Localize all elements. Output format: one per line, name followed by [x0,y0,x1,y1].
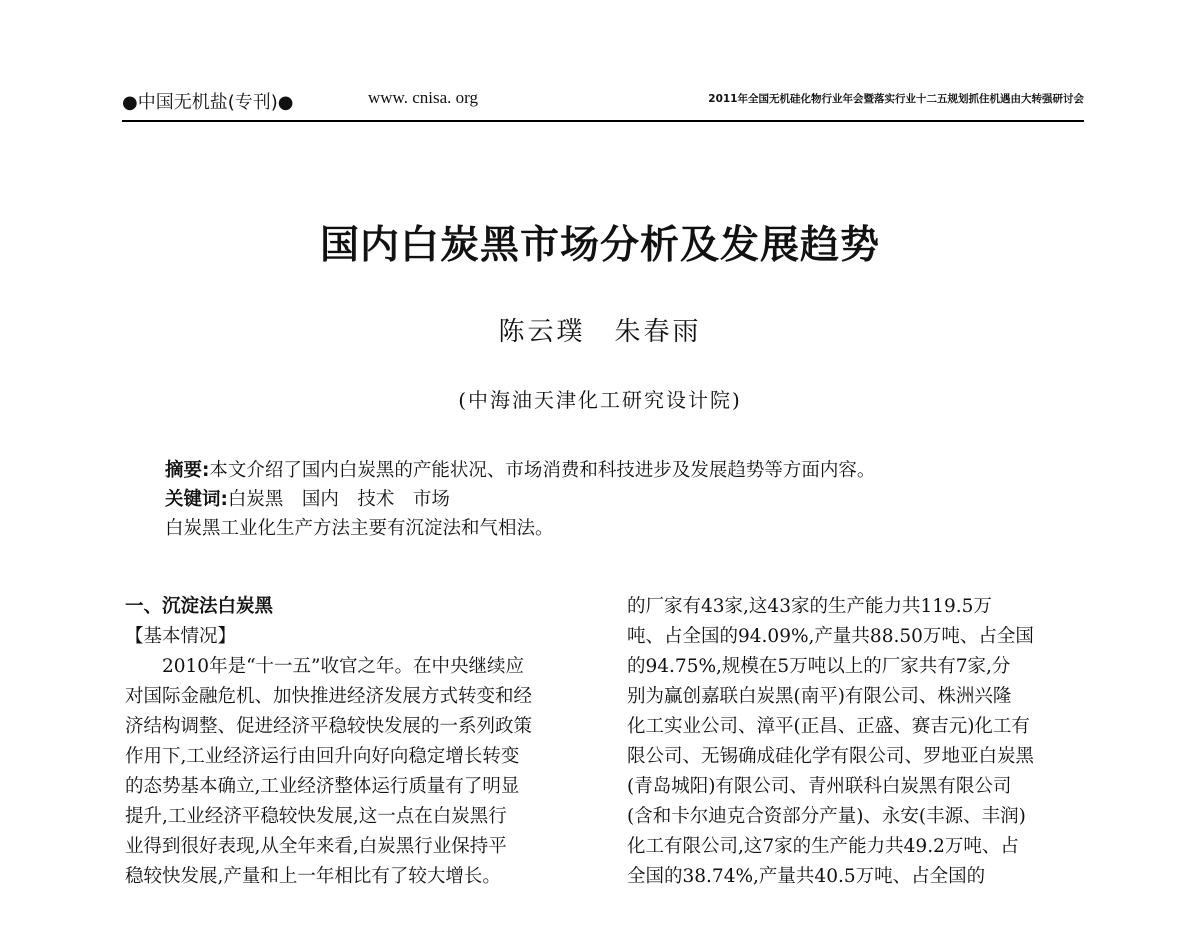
conference-name: 2011年全国无机硅化物行业年会暨落实行业十二五规划抓住机遇由大转强研讨会 [708,93,1084,105]
abstract-text: 本文介绍了国内白炭黑的产能状况、市场消费和科技进步及发展趋势等方面内容。 [209,460,876,481]
running-header [122,88,1084,120]
body-line: 化工实业公司、漳平(正昌、正盛、赛吉元)化工有 [627,716,1030,737]
header-rule [122,120,1084,122]
body-line: 业得到很好表现,从全年来看,白炭黑行业保持平 [125,836,507,857]
body-line: 提升,工业经济平稳较快发展,这一点在白炭黑行 [125,806,507,827]
section-heading: 一、沉淀法白炭黑 [125,596,274,617]
body-line: 作用下,工业经济运行由回升向好向稳定增长转变 [125,746,520,767]
journal-url: www. cnisa. org [368,88,479,107]
body-line: 对国际金融危机、加快推进经济发展方式转变和经 [125,686,533,707]
body-line: (含和卡尔迪克合资部分产量)、永安(丰源、丰润) [627,806,1026,827]
body-line: 限公司、无锡确成硅化学有限公司、罗地亚白炭黑 [627,746,1035,767]
abstract-block [165,456,1065,543]
keywords-label: 关键词: [165,489,228,510]
abstract-label: 摘要: [165,460,210,481]
body-line: 的态势基本确立,工业经济整体运行质量有了明显 [125,776,520,797]
keywords-text: 白炭黑 国内 技术 市场 [227,489,450,510]
body-line: 的94.75%,规模在5万吨以上的厂家共有7家,分 [627,656,1011,677]
body-line: 别为赢创嘉联白炭黑(南平)有限公司、株洲兴隆 [627,686,1012,707]
body-line: 的厂家有43家,这43家的生产能力共119.5万 [627,596,992,617]
body-line: 化工有限公司,这7家的生产能力共49.2万吨、占 [627,836,1019,857]
body-line: 2010年是“十一五”收官之年。在中央继续应 [162,656,524,677]
intro-sentence: 白炭黑工业化生产方法主要有沉淀法和气相法。 [165,518,554,539]
abstract [165,456,1065,485]
keywords [165,485,1065,514]
body-line: 稳较快发展,产量和上一年相比有了较大增长。 [125,866,501,887]
authors: 陈云璞 朱春雨 [498,317,702,347]
body-line: 全国的38.74%,产量共40.5万吨、占全国的 [627,866,986,887]
body-line: 济结构调整、促进经济平稳较快发展的一系列政策 [125,716,533,737]
paper-title: 国内白炭黑市场分析及发展趋势 [319,222,880,268]
journal-name: ●中国无机盐(专刊)● [122,92,294,113]
subheading: 【基本情况】 [125,626,237,647]
affiliation: (中海油天津化工研究设计院) [458,388,742,412]
body-line: (青岛城阳)有限公司、青州联科白炭黑有限公司 [627,776,1012,797]
body-line: 吨、占全国的94.09%,产量共88.50万吨、占全国 [627,626,1034,647]
right-column [627,592,1087,892]
left-column [125,592,585,892]
